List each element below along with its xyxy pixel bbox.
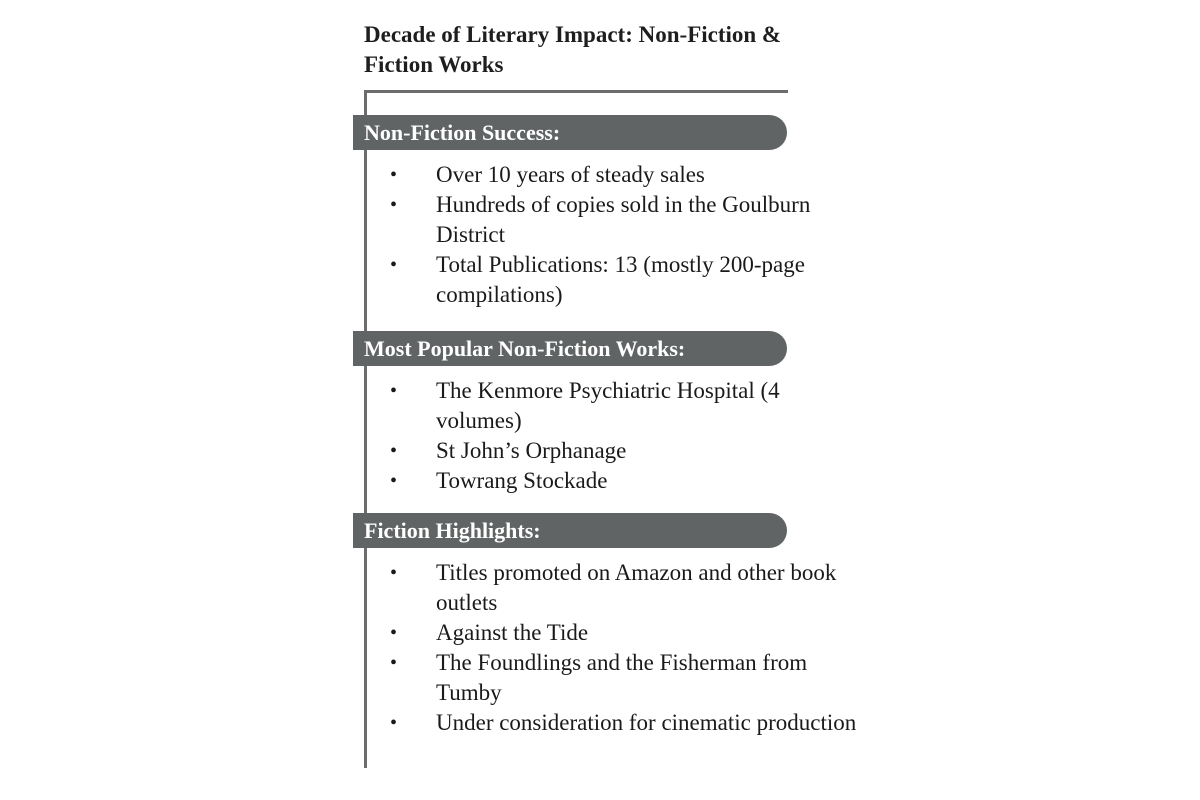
- list-item-text: Under consideration for cinematic production: [436, 710, 857, 735]
- bullet-icon: •: [390, 164, 398, 186]
- bullet-list: [353, 160, 873, 310]
- top-rule-line: [364, 90, 788, 93]
- list-item: [353, 250, 866, 310]
- list-item: [353, 160, 866, 190]
- page-title: Decade of Literary Impact: Non-Fiction & Fiction Works: [364, 22, 782, 77]
- list-item-text: Against the Tide: [436, 620, 589, 645]
- bullet-icon: •: [390, 380, 398, 402]
- list-item: [353, 648, 866, 708]
- list-item: [353, 618, 866, 648]
- list-item-text: Total Publications: 13 (mostly 200-page compilations): [436, 252, 805, 307]
- section-header: Non-Fiction Success:: [353, 115, 787, 150]
- list-item-text: The Foundlings and the Fisherman from Tumby: [436, 650, 808, 705]
- list-item: [353, 376, 866, 436]
- list-item: [353, 190, 866, 250]
- list-item-text: Hundreds of copies sold in the Goulburn District: [436, 192, 811, 247]
- list-item: [353, 436, 866, 466]
- section-most-popular-non-fiction: [353, 331, 873, 496]
- bullet-icon: •: [390, 254, 398, 276]
- section-non-fiction-success: [353, 115, 873, 310]
- list-item: [353, 466, 866, 496]
- list-item-text: Titles promoted on Amazon and other book outlets: [436, 560, 837, 615]
- section-fiction-highlights: [353, 513, 873, 738]
- bullet-icon: •: [390, 194, 398, 216]
- bullet-icon: •: [390, 622, 398, 644]
- bullet-icon: •: [390, 470, 398, 492]
- list-item-text: Towrang Stockade: [436, 468, 608, 493]
- list-item: [353, 558, 866, 618]
- bullet-list: [353, 558, 873, 738]
- bullet-icon: •: [390, 712, 398, 734]
- bullet-list: [353, 376, 873, 496]
- list-item-text: St John’s Orphanage: [436, 438, 627, 463]
- section-header: Fiction Highlights:: [353, 513, 787, 548]
- bullet-icon: •: [390, 652, 398, 674]
- bullet-icon: •: [390, 440, 398, 462]
- bullet-icon: •: [390, 562, 398, 584]
- list-item: [353, 708, 866, 738]
- list-item-text: The Kenmore Psychiatric Hospital (4 volumes): [436, 378, 780, 433]
- list-item-text: Over 10 years of steady sales: [436, 162, 705, 187]
- section-header: Most Popular Non-Fiction Works:: [353, 331, 787, 366]
